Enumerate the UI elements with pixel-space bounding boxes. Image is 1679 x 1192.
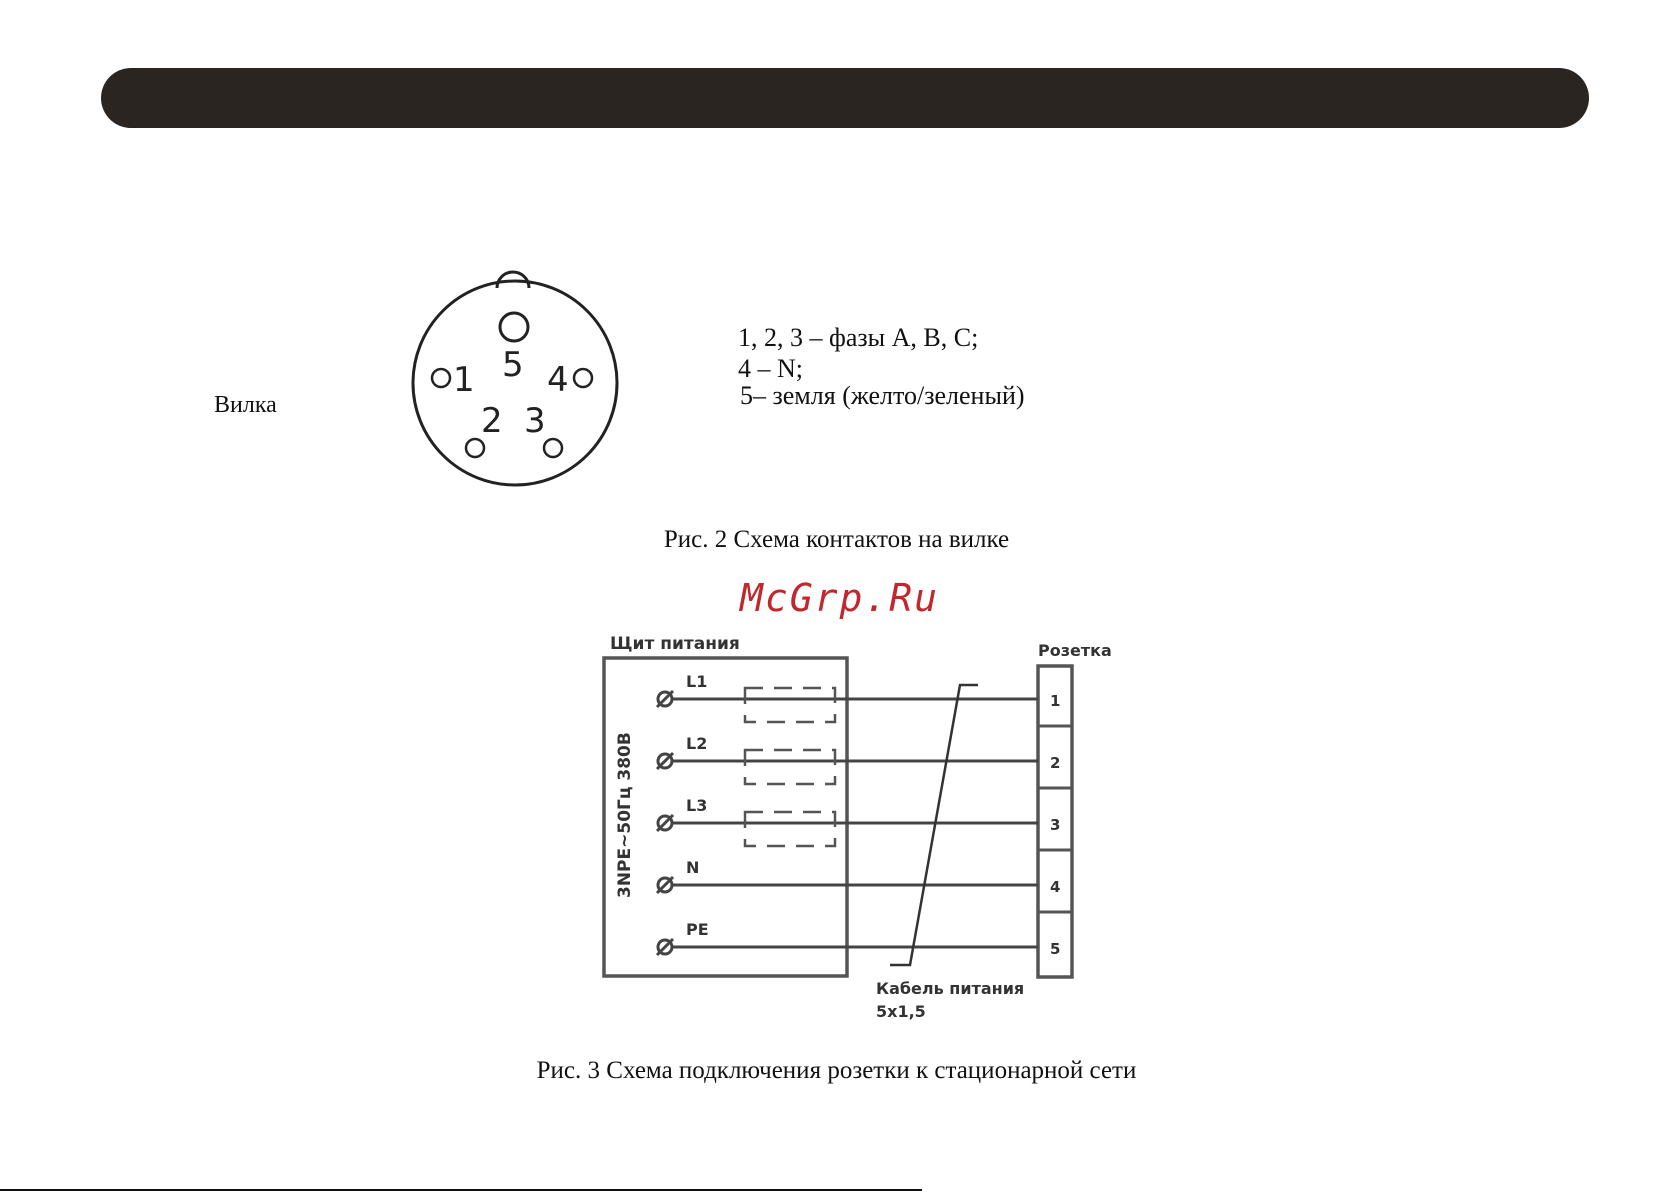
figure-3-caption: Рис. 3 Схема подключения розетки к стационарной сети [536,1057,1137,1084]
power-panel-box [604,658,847,976]
pin-5-hole [500,313,528,341]
pin-5-label: 5 [502,345,524,385]
terminal-label-L2: L2 [686,734,708,753]
socket-pin-1: 1 [1050,692,1061,710]
legend-line-ground: 5– земля (желто/зеленый) [740,381,1025,410]
terminal-screw-N [657,877,673,893]
socket-pin-4: 4 [1050,878,1061,896]
terminal-label-N: N [686,858,700,877]
socket-pin-5: 5 [1050,940,1061,958]
breaker-L3 [745,812,835,846]
terminal-screw-L1 [657,691,673,707]
power-panel-spec: 3NPE~50Гц 380В [615,732,635,898]
header-bar [101,68,1589,128]
terminal-label-L1: L1 [686,672,708,691]
terminal-screw-L3 [657,815,673,831]
plug-drawing [377,268,647,492]
pin-legend [738,322,1025,411]
pin-3-hole [544,439,562,457]
terminal-screw-PE [657,939,673,955]
pin-1-label: 1 [453,360,475,400]
power-panel-title: Щит питания [610,634,740,654]
plug-label: Вилка [214,392,277,418]
terminal-label-PE: PE [686,920,709,939]
cable-label: Кабель питания [876,979,1025,998]
legend-line-phases: 1, 2, 3 – фазы А, В, С; [738,323,979,352]
pin-2-hole [466,439,484,457]
socket-pin-2: 2 [1050,754,1061,772]
footer-divider [0,1189,922,1191]
breaker-L2 [745,750,835,784]
legend-line-neutral: 4 – N; [738,354,803,383]
pin-1-hole [432,369,450,387]
pin-4-hole [574,369,592,387]
pin-3-label: 3 [524,401,546,441]
socket-title: Розетка [1038,641,1112,660]
plug-pin-diagram [377,268,647,492]
terminal-label-L3: L3 [686,796,708,815]
socket-pin-3: 3 [1050,816,1061,834]
wiring-diagram [570,618,1153,1022]
terminal-screw-L2 [657,753,673,769]
figure-2-caption: Рис. 2 Схема контактов на вилке [663,526,1010,553]
cable-marker [890,685,978,965]
watermark: McGrp.Ru [739,576,940,620]
pin-4-label: 4 [547,360,569,400]
cable-spec: 5х1,5 [876,1002,926,1021]
pin-2-label: 2 [481,401,503,441]
wiring-drawing [570,618,1153,1022]
breaker-L1 [745,688,835,722]
